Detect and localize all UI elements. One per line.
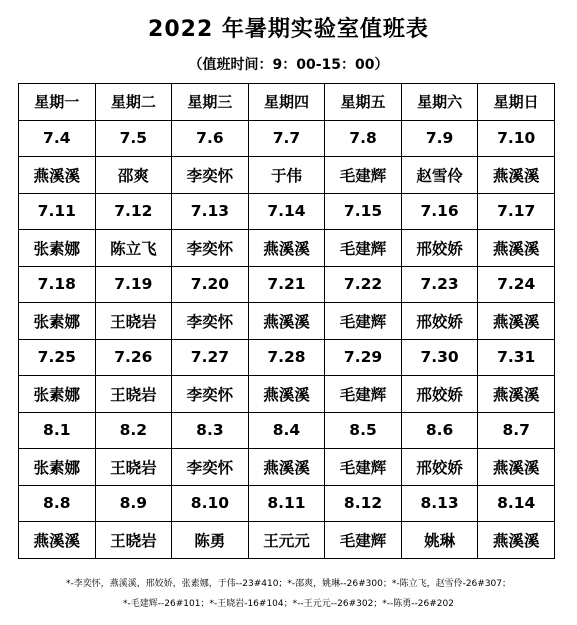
date-cell: 7.15 — [325, 193, 402, 230]
duty-name-cell: 燕溪溪 — [478, 522, 555, 559]
header-thursday: 星期四 — [248, 84, 325, 121]
date-cell: 7.18 — [19, 266, 96, 303]
date-cell: 8.11 — [248, 485, 325, 522]
date-cell: 7.6 — [172, 120, 249, 157]
duty-name-cell: 燕溪溪 — [478, 157, 555, 194]
name-row — [19, 303, 555, 340]
duty-name-cell: 李奕怀 — [172, 303, 249, 340]
duty-name-cell: 燕溪溪 — [19, 157, 96, 194]
duty-name-cell: 毛建辉 — [325, 157, 402, 194]
date-cell: 7.31 — [478, 339, 555, 376]
room-footnote-2: *-毛建辉--26#101；*-王晓岩-16#104；*--王元元--26#302；*--陈勇--26#202 — [123, 599, 454, 609]
date-cell: 7.13 — [172, 193, 249, 230]
date-cell: 7.20 — [172, 266, 249, 303]
duty-name-cell: 李奕怀 — [172, 230, 249, 267]
duty-name-cell: 王晓岩 — [95, 449, 172, 486]
duty-name-cell: 李奕怀 — [172, 157, 249, 194]
date-cell: 8.1 — [19, 412, 96, 449]
date-cell: 7.21 — [248, 266, 325, 303]
date-cell: 7.25 — [19, 339, 96, 376]
duty-name-cell: 王晓岩 — [95, 522, 172, 559]
page-title: 2022 年暑期实验室值班表 — [148, 17, 429, 42]
date-cell: 8.14 — [478, 485, 555, 522]
date-cell: 7.17 — [478, 193, 555, 230]
duty-name-cell: 燕溪溪 — [478, 303, 555, 340]
duty-name-cell: 燕溪溪 — [248, 449, 325, 486]
duty-name-cell: 燕溪溪 — [248, 230, 325, 267]
name-row — [19, 376, 555, 413]
date-cell: 8.6 — [401, 412, 478, 449]
date-row — [19, 120, 555, 157]
date-cell: 8.10 — [172, 485, 249, 522]
duty-name-cell: 燕溪溪 — [478, 230, 555, 267]
duty-name-cell: 毛建辉 — [325, 376, 402, 413]
duty-name-cell: 张素娜 — [19, 303, 96, 340]
date-cell: 8.5 — [325, 412, 402, 449]
header-tuesday: 星期二 — [95, 84, 172, 121]
duty-name-cell: 于伟 — [248, 157, 325, 194]
date-row — [19, 485, 555, 522]
date-cell: 8.12 — [325, 485, 402, 522]
date-cell: 7.8 — [325, 120, 402, 157]
duty-name-cell: 毛建辉 — [325, 303, 402, 340]
duty-name-cell: 李奕怀 — [172, 449, 249, 486]
duty-name-cell: 燕溪溪 — [19, 522, 96, 559]
duty-name-cell: 邵爽 — [95, 157, 172, 194]
header-saturday: 星期六 — [401, 84, 478, 121]
date-cell: 7.4 — [19, 120, 96, 157]
date-cell: 7.23 — [401, 266, 478, 303]
date-row — [19, 412, 555, 449]
duty-name-cell: 燕溪溪 — [478, 376, 555, 413]
date-cell: 7.7 — [248, 120, 325, 157]
duty-name-cell: 姚琳 — [401, 522, 478, 559]
duty-name-cell: 毛建辉 — [325, 522, 402, 559]
date-cell: 7.26 — [95, 339, 172, 376]
date-cell: 7.28 — [248, 339, 325, 376]
date-cell: 8.13 — [401, 485, 478, 522]
date-cell: 7.24 — [478, 266, 555, 303]
name-row — [19, 230, 555, 267]
duty-hours-subtitle: （值班时间：9：00-15：00） — [188, 57, 389, 73]
date-cell: 7.27 — [172, 339, 249, 376]
date-cell: 8.8 — [19, 485, 96, 522]
duty-name-cell: 张素娜 — [19, 230, 96, 267]
duty-name-cell: 赵雪伶 — [401, 157, 478, 194]
date-cell: 8.7 — [478, 412, 555, 449]
date-row — [19, 266, 555, 303]
date-cell: 7.10 — [478, 120, 555, 157]
duty-name-cell: 王晓岩 — [95, 303, 172, 340]
name-row — [19, 157, 555, 194]
duty-name-cell: 王晓岩 — [95, 376, 172, 413]
duty-name-cell: 邢姣娇 — [401, 376, 478, 413]
schedule-body — [19, 120, 555, 558]
date-cell: 7.30 — [401, 339, 478, 376]
name-row — [19, 449, 555, 486]
date-cell: 7.22 — [325, 266, 402, 303]
date-cell: 8.4 — [248, 412, 325, 449]
duty-schedule-table — [18, 83, 555, 559]
date-cell: 7.19 — [95, 266, 172, 303]
duty-name-cell: 陈勇 — [172, 522, 249, 559]
room-footnote-1: *-李奕怀，燕溪溪，邢姣娇，张素娜，于伟--23#410；*-邵爽，姚琳--26#300；*-陈立飞，赵雪伶-26#307； — [66, 579, 511, 589]
weekday-header-row — [19, 84, 555, 121]
date-cell: 7.16 — [401, 193, 478, 230]
duty-name-cell: 邢姣娇 — [401, 230, 478, 267]
duty-name-cell: 毛建辉 — [325, 230, 402, 267]
duty-name-cell: 张素娜 — [19, 449, 96, 486]
date-cell: 8.9 — [95, 485, 172, 522]
duty-name-cell: 燕溪溪 — [248, 303, 325, 340]
header-friday: 星期五 — [325, 84, 402, 121]
header-sunday: 星期日 — [478, 84, 555, 121]
duty-name-cell: 燕溪溪 — [478, 449, 555, 486]
name-row — [19, 522, 555, 559]
date-cell: 7.9 — [401, 120, 478, 157]
header-monday: 星期一 — [19, 84, 96, 121]
date-row — [19, 193, 555, 230]
duty-name-cell: 李奕怀 — [172, 376, 249, 413]
date-row — [19, 339, 555, 376]
date-cell: 7.14 — [248, 193, 325, 230]
date-cell: 8.3 — [172, 412, 249, 449]
duty-name-cell: 燕溪溪 — [248, 376, 325, 413]
duty-name-cell: 陈立飞 — [95, 230, 172, 267]
date-cell: 8.2 — [95, 412, 172, 449]
duty-name-cell: 毛建辉 — [325, 449, 402, 486]
date-cell: 7.11 — [19, 193, 96, 230]
date-cell: 7.5 — [95, 120, 172, 157]
header-wednesday: 星期三 — [172, 84, 249, 121]
duty-name-cell: 王元元 — [248, 522, 325, 559]
date-cell: 7.29 — [325, 339, 402, 376]
duty-name-cell: 张素娜 — [19, 376, 96, 413]
duty-name-cell: 邢姣娇 — [401, 303, 478, 340]
date-cell: 7.12 — [95, 193, 172, 230]
duty-name-cell: 邢姣娇 — [401, 449, 478, 486]
